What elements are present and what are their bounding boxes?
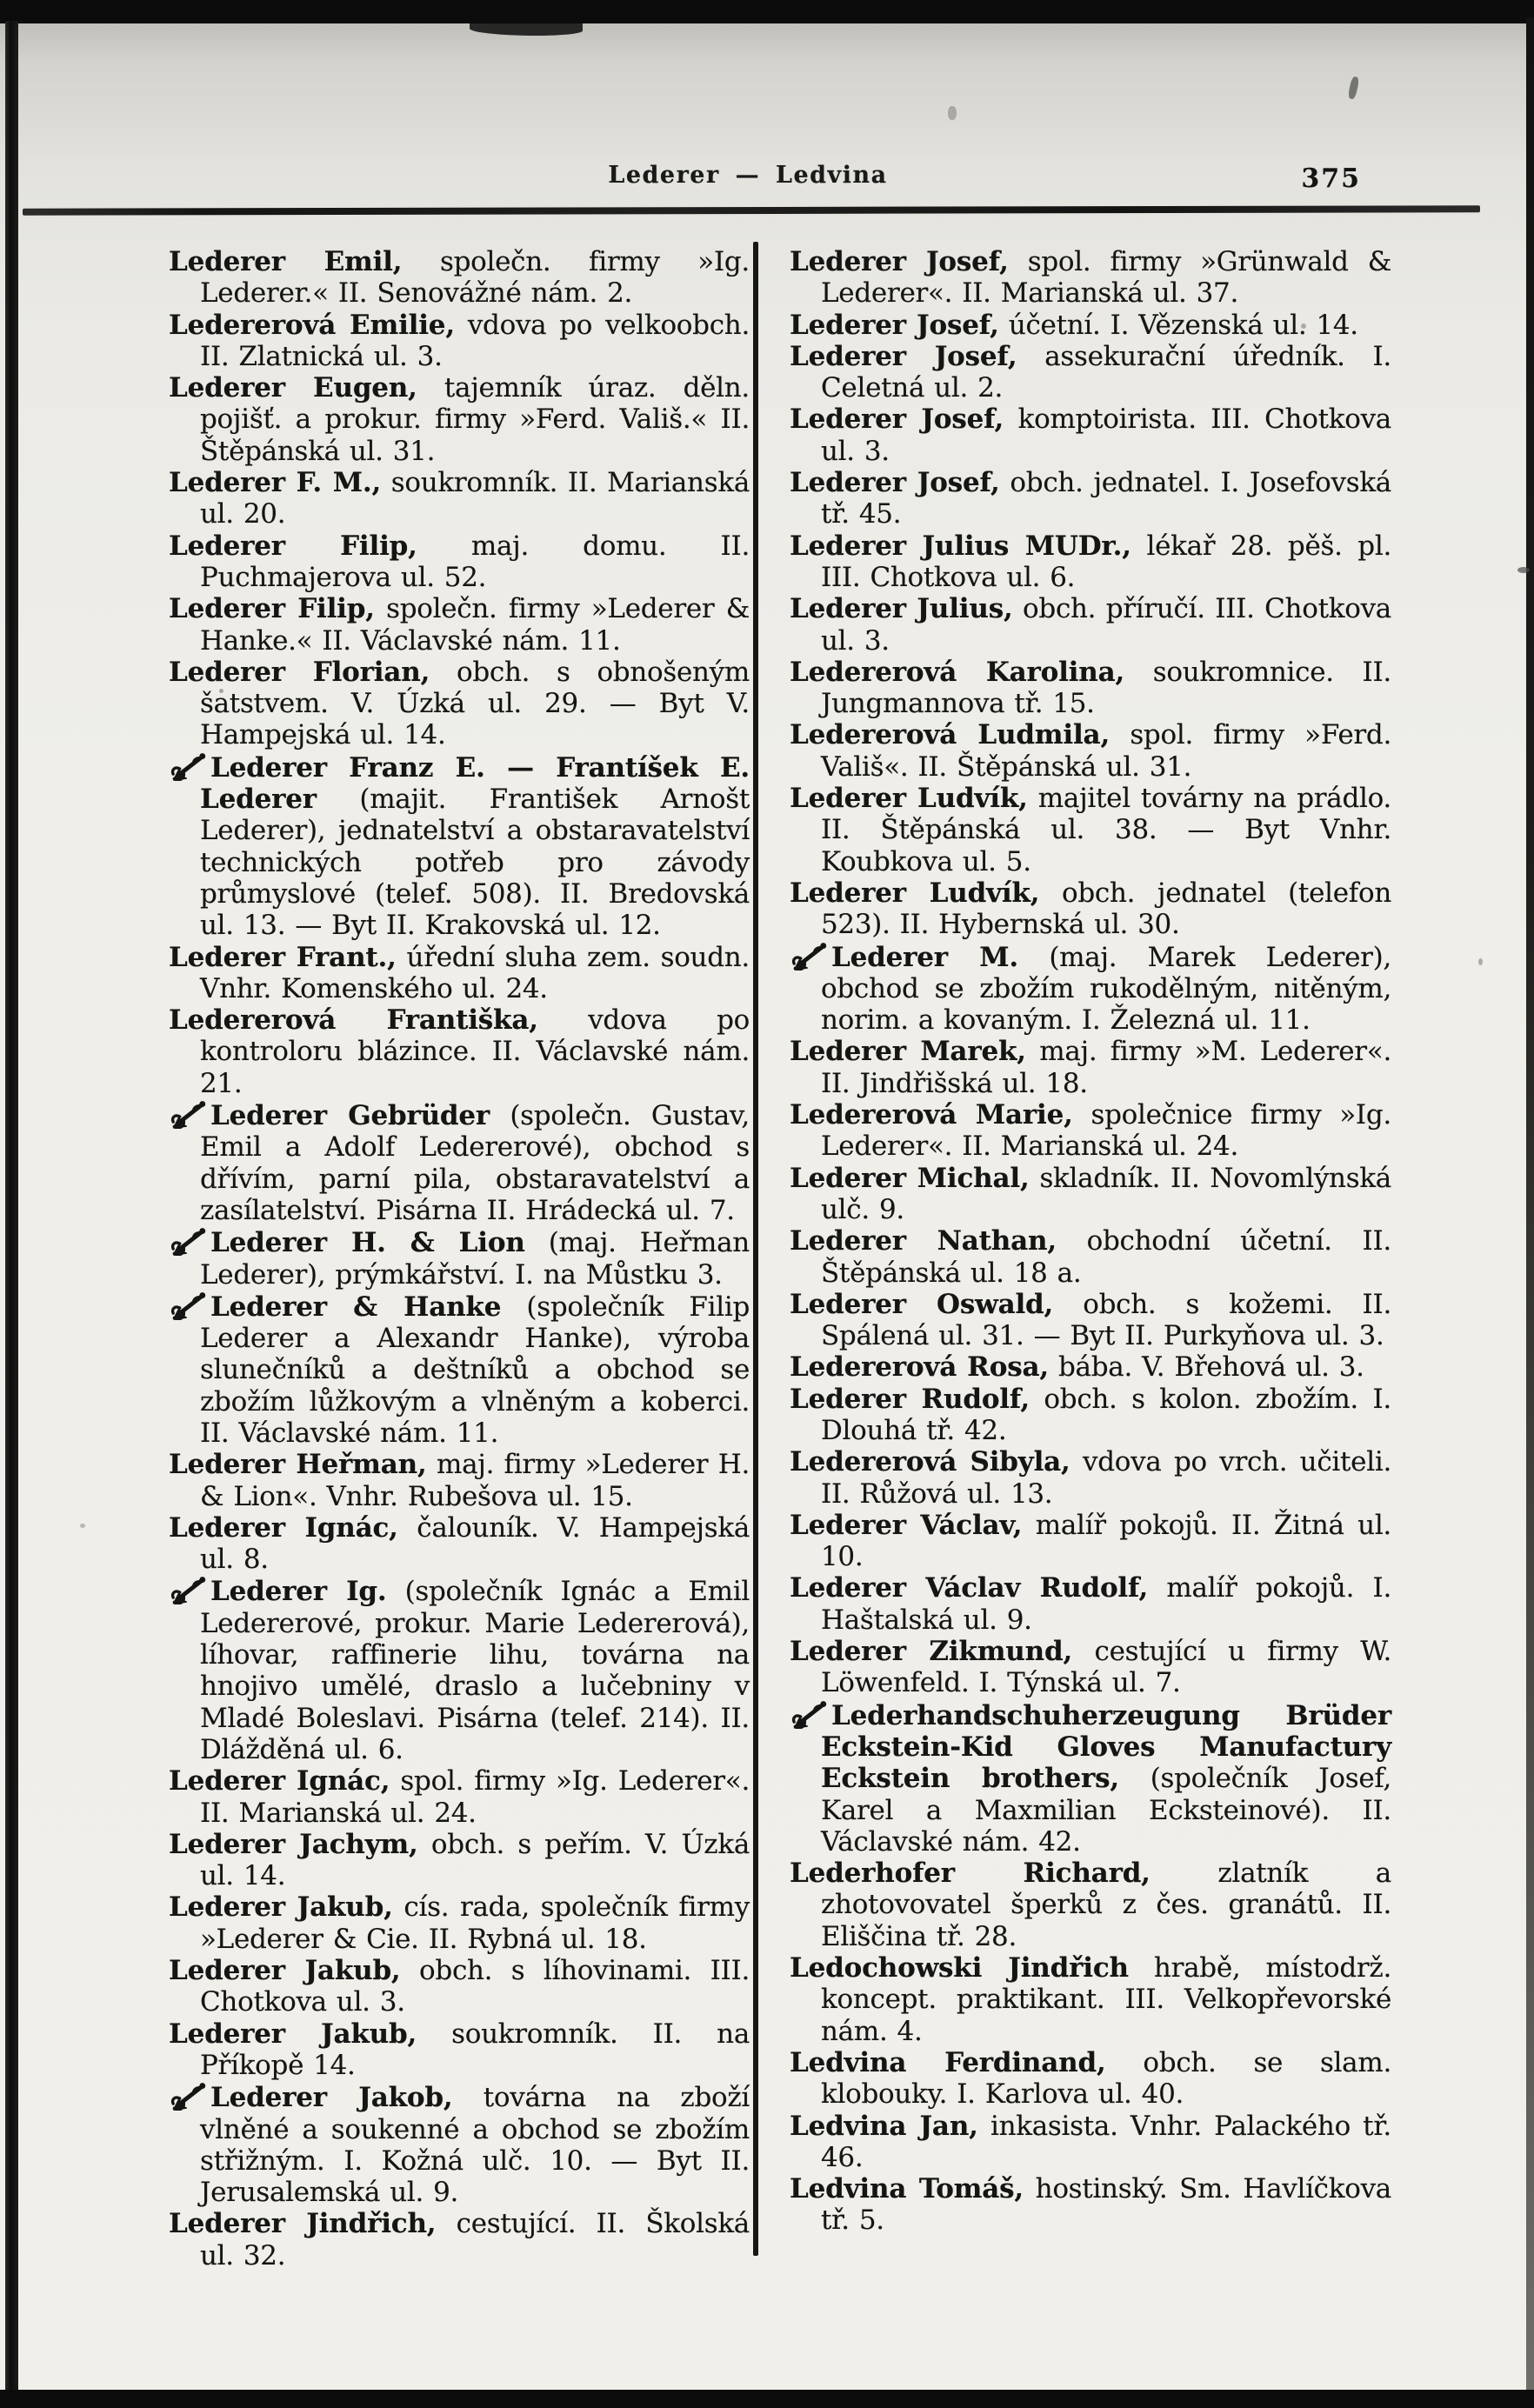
- entry-name: Lederer Josef,: [790, 309, 999, 341]
- scan-bottom-bar: [0, 2390, 1534, 2408]
- directory-entry: Lederer Ignác, spol. firmy »Ig. Lederer«. II. Marianská ul. 24.: [169, 1765, 750, 1829]
- directory-columns: [169, 246, 1391, 2271]
- entry-name: Lederhofer Richard,: [790, 1858, 1150, 1890]
- entry-name: Lederhandschuherzeugung Brüder Eckstein-Kid Gloves Manufactury Eckstein brothers,: [821, 1699, 1391, 1795]
- directory-entry: Lederer Jakub, soukromník. II. na Příkopě 14.: [169, 2018, 750, 2081]
- directory-entry: Ledererová Rosa, bába. V. Břehová ul. 3.: [790, 1351, 1364, 1384]
- page-header: [0, 162, 1534, 205]
- entry-name: Lederer Julius,: [790, 593, 1013, 625]
- directory-entry: Lederhofer Richard, zlatník a zhotovovatel šperků z čes. granátů. II. Eliščina tř. 28.: [790, 1858, 1391, 1952]
- directory-entry: Ledvina Ferdinand, obch. se slam. klobouky. I. Karlova ul. 40.: [790, 2046, 1392, 2111]
- entry-name: Lederer Michal,: [790, 1162, 1030, 1194]
- directory-entry: Lederer F. M., soukromník. II. Marianská ul. 20.: [169, 467, 750, 530]
- directory-entry: Lederer H. & Lion (maj. Heřman Lederer), prýmkářství. I. na Můstku 3.: [169, 1226, 750, 1291]
- entry-name: Lederer Gebrüder: [210, 1100, 490, 1132]
- directory-entry: Lederer Julius, obch. příručí. III. Chotkova ul. 3.: [790, 593, 1391, 657]
- entry-name: Lederer Jakob,: [210, 2082, 453, 2114]
- entry-name: Lederer Ludvík,: [790, 877, 1040, 909]
- entry-name: Lederer Julius MUDr.,: [790, 530, 1131, 562]
- directory-entry: Lederer Jindřich, cestující. II. Školská ul. 32.: [169, 2208, 750, 2271]
- directory-entry: Lederer Ludvík, majitel továrny na prádlo. II. Štěpánská ul. 38. — Byt Vnhr. Koubkova ul. 5.: [790, 783, 1391, 877]
- entry-name: Lederer Josef,: [790, 246, 1009, 277]
- left-column: [169, 246, 750, 2271]
- directory-entry: Lederer Marek, maj. firmy »M. Lederer«. II. Jindřišská ul. 18.: [790, 1036, 1391, 1099]
- directory-entry: Lederer Josef, spol. firmy »Grünwald & Lederer«. II. Marianská ul. 37.: [790, 246, 1391, 310]
- entry-name: Lederer Nathan,: [790, 1225, 1057, 1257]
- entry-name: Lederer H. & Lion: [210, 1227, 525, 1259]
- entry-name: Lederer F. M.,: [169, 467, 382, 499]
- anchor-icon: [169, 1226, 209, 1256]
- directory-entry: Lederer Michal, skladník. II. Novomlýnská ulč. 9.: [790, 1162, 1391, 1225]
- running-title: Lederer — Ledvina: [608, 162, 888, 189]
- anchor-icon: [169, 751, 209, 781]
- anchor-icon: [169, 1575, 209, 1604]
- directory-entry: Ledererová Marie, společnice firmy »Ig. Lederer«. II. Marianská ul. 24.: [790, 1099, 1391, 1163]
- entry-name: Lederer Václav,: [790, 1509, 1023, 1541]
- entry-name: Lederer Josef,: [790, 340, 1017, 372]
- entry-name: Lederer Filip,: [169, 593, 375, 625]
- entry-name: Lederer Ignác,: [169, 1511, 398, 1544]
- entry-name: Ledererová Ludmila,: [790, 719, 1110, 751]
- directory-entry: Lederer Eugen, tajemník úraz. děln. pojišť. a prokur. firmy »Ferd. Vališ.« II. Štěpánská ul. 31.: [169, 372, 750, 467]
- paper-speck: [1478, 958, 1483, 965]
- entry-name: Lederer Frant.,: [169, 941, 397, 973]
- entry-name: Lederer Heřman,: [169, 1449, 427, 1481]
- entry-name: Lederer Emil,: [169, 246, 403, 277]
- directory-entry: Lederer Oswald, obch. s kožemi. II. Spálená ul. 31. — Byt II. Purkyňova ul. 3.: [790, 1288, 1392, 1352]
- entry-name: Ledvina Ferdinand,: [790, 2046, 1106, 2078]
- directory-entry: Lederer Ig. (společník Ignác a Emil Ledererové, prokur. Marie Ledererová), líhovar, raffinerie lihu, továrna na hnojivo umělé, draslo a lučebniny v Mladé Boleslavi. Pisárna (telef. 214). II. Dlážděná ul. 6.: [169, 1575, 750, 1765]
- directory-entry: Lederer Rudolf, obch. s kolon. zbožím. I. Dlouhá tř. 42.: [790, 1383, 1391, 1446]
- entry-name: Lederer Josef,: [790, 404, 1004, 436]
- directory-entry: Lederer Filip, maj. domu. II. Puchmajerova ul. 52.: [169, 530, 750, 593]
- directory-entry: Lederer & Hanke (společník Filip Lederer a Alexandr Hanke), výroba slunečníků a deštníků a obchod se zbožím lůžkovým a vlněným a koberci. II. Václavské nám. 11.: [169, 1291, 750, 1449]
- entry-name: Lederer Franz E. — Frantíšek E. Lederer: [200, 751, 750, 816]
- entry-name: Ledererová Karolina,: [790, 656, 1125, 688]
- directory-entry: Ledererová Karolina, soukromnice. II. Jungmannova tř. 15.: [790, 656, 1391, 720]
- directory-entry: Lederer Ludvík, obch. jednatel (telefon 523). II. Hybernská ul. 30.: [790, 877, 1392, 941]
- directory-entry: Lederer Jachym, obch. s peřím. V. Úzká ul. 14.: [169, 1828, 750, 1892]
- anchor-icon: [169, 1099, 209, 1129]
- column-divider-rule: [753, 242, 758, 2256]
- entry-name: Lederer Eugen,: [169, 372, 417, 404]
- directory-entry: Lederer Josef, účetní. I. Vězenská ul. 14.: [790, 309, 1358, 341]
- directory-entry: Lederer Jakub, obch. s líhovinami. III. Chotkova ul. 3.: [169, 1955, 750, 2018]
- directory-entry: Lederer Filip, společn. firmy »Lederer & Hanke.« II. Václavské nám. 11.: [169, 593, 750, 657]
- entry-name: Lederer Marek,: [790, 1036, 1026, 1068]
- entry-name: Lederer Jakub,: [169, 2018, 417, 2050]
- directory-entry: Lederhandschuherzeugung Brüder Eckstein-Kid Gloves Manufactury Eckstein brothers, (společník Josef, Karel a Maxmilian Ecksteinové). II. Václavské nám. 42.: [790, 1699, 1391, 1858]
- directory-entry: Lederer Václav Rudolf, malíř pokojů. I. Haštalská ul. 9.: [790, 1572, 1391, 1636]
- directory-entry: Ledvina Tomáš, hostinský. Sm. Havlíčkova tř. 5.: [790, 2173, 1391, 2237]
- directory-entry: Lederer Franz E. — Frantíšek E. Lederer (majit. František Arnošt Lederer), jednatelství a obstaravatelství technických potřeb pro závody průmyslové (telef. 508). II. Bredovská ul. 13. — Byt II. Krakovská ul. 12.: [169, 751, 750, 942]
- directory-entry: Lederer Josef, komptoirista. III. Chotkova ul. 3.: [790, 404, 1391, 467]
- entry-name: Lederer Jakub,: [169, 1891, 393, 1924]
- directory-entry: Lederer Florian, obch. s obnošeným šatstvem. V. Úzká ul. 29. — Byt V. Hampejská ul. 14.: [169, 656, 750, 751]
- entry-name: Lederer Ludvík,: [790, 783, 1028, 815]
- directory-entry: Lederer Julius MUDr., lékař 28. pěš. pl. III. Chotkova ul. 6.: [790, 530, 1391, 593]
- directory-entry: Lederer Josef, obch. jednatel. I. Josefovská tř. 45.: [790, 467, 1391, 530]
- directory-entry: Lederer Jakub, cís. rada, společník firmy »Lederer & Cie. II. Rybná ul. 18.: [169, 1891, 750, 1955]
- entry-name: Ledererová Marie,: [790, 1099, 1073, 1131]
- anchor-icon: [169, 2081, 209, 2111]
- entry-name: Lederer Jakub,: [169, 1955, 401, 1987]
- anchor-icon: [790, 1699, 830, 1729]
- entry-name: Ledererová Emilie,: [169, 309, 455, 341]
- right-column: [790, 246, 1391, 2271]
- entry-name: Lederer M.: [831, 941, 1018, 973]
- directory-entry: Lederer Emil, společn. firmy »Ig. Lederer.« II. Senovážné nám. 2.: [169, 246, 750, 310]
- directory-entry: Ledvina Jan, inkasista. Vnhr. Palackého tř. 46.: [790, 2110, 1391, 2173]
- entry-name: Lederer Václav Rudolf,: [790, 1572, 1149, 1604]
- directory-entry: Ledererová Emilie, vdova po velkoobch. II. Zlatnická ul. 3.: [169, 309, 750, 372]
- entry-name: Lederer Jindřich,: [169, 2208, 437, 2240]
- entry-name: Ledvina Jan,: [790, 2110, 978, 2142]
- entry-name: Ledvina Tomáš,: [790, 2173, 1024, 2205]
- header-rule: [23, 205, 1480, 216]
- paper-speck: [1301, 324, 1306, 329]
- directory-entry: Lederer Josef, assekurační úředník. I. Celetná ul. 2.: [790, 340, 1391, 404]
- entry-name: Lederer Josef,: [790, 467, 1000, 499]
- directory-entry: Ledererová Františka, vdova po kontroloru blázince. II. Václavské nám. 21.: [169, 1004, 750, 1099]
- entry-name: Lederer & Hanke: [210, 1291, 502, 1323]
- paper-speck: [948, 106, 957, 120]
- entry-name: Ledererová Františka,: [169, 1004, 538, 1037]
- directory-entry: Ledochowski Jindřich hrabě, místodrž. koncept. praktikant. III. Velkopřevorské nám. 4.: [790, 1952, 1391, 2047]
- entry-name: Ledererová Sibyla,: [790, 1446, 1070, 1478]
- entry-name: Lederer Filip,: [169, 530, 417, 562]
- paper-speck: [219, 689, 223, 693]
- entry-name: Lederer Ig.: [210, 1576, 387, 1608]
- directory-entry: Lederer Nathan, obchodní účetní. II. Štěpánská ul. 18 a.: [790, 1225, 1391, 1289]
- entry-name: Lederer Oswald,: [790, 1288, 1054, 1320]
- directory-entry: Lederer Frant., úřední sluha zem. soudn. Vnhr. Komenského ul. 24.: [169, 941, 750, 1004]
- directory-entry: Lederer Heřman, maj. firmy »Lederer H. & Lion«. Vnhr. Rubešova ul. 15.: [169, 1449, 750, 1512]
- directory-entry: Lederer Ignác, čalouník. V. Hampejská ul. 8.: [169, 1511, 750, 1576]
- directory-entry: Lederer Zikmund, cestující u firmy W. Löwenfeld. I. Týnská ul. 7.: [790, 1636, 1391, 1699]
- scan-right-edge-shadow: [1526, 17, 1534, 2392]
- directory-entry: Ledererová Ludmila, spol. firmy »Ferd. Vališ«. II. Štěpánská ul. 31.: [790, 719, 1391, 783]
- directory-entry: Lederer M. (maj. Marek Lederer), obchod se zbožím rukodělným, nitěným, norim. a kovaným. I. Železná ul. 11.: [790, 941, 1391, 1037]
- directory-entry: Ledererová Sibyla, vdova po vrch. učiteli. II. Růžová ul. 13.: [790, 1446, 1391, 1510]
- entry-name: Ledererová Rosa,: [790, 1351, 1049, 1384]
- directory-entry: Lederer Jakob, továrna na zboží vlněné a soukenné a obchod se zbožím střižným. I. Kožná ulč. 10. — Byt II. Jerusalemská ul. 9.: [169, 2081, 750, 2208]
- entry-name: Lederer Ignác,: [169, 1765, 390, 1798]
- paper-speck: [1347, 76, 1359, 99]
- entry-name: Lederer Jachym,: [169, 1828, 418, 1860]
- entry-name: Lederer Zikmund,: [790, 1636, 1073, 1668]
- directory-entry: Lederer Václav, malíř pokojů. II. Žitná ul. 10.: [790, 1509, 1391, 1573]
- scan-gutter-shadow: [5, 21, 18, 2392]
- page-number: 375: [1301, 163, 1361, 194]
- entry-name: Ledochowski Jindřich: [790, 1952, 1129, 1984]
- entry-name: Lederer Florian,: [169, 656, 430, 688]
- directory-entry: Lederer Gebrüder (společn. Gustav, Emil a Adolf Ledererové), obchod s dřívím, parní pila, obstaravatelství a zasílatelství. Pisárna II. Hrádecká ul. 7.: [169, 1099, 750, 1226]
- scan-top-bar: [0, 0, 1534, 23]
- entry-name: Lederer Rudolf,: [790, 1383, 1030, 1415]
- paper-speck: [80, 1524, 85, 1528]
- paper-speck: [1517, 567, 1530, 573]
- anchor-icon: [169, 1291, 209, 1320]
- anchor-icon: [790, 941, 830, 971]
